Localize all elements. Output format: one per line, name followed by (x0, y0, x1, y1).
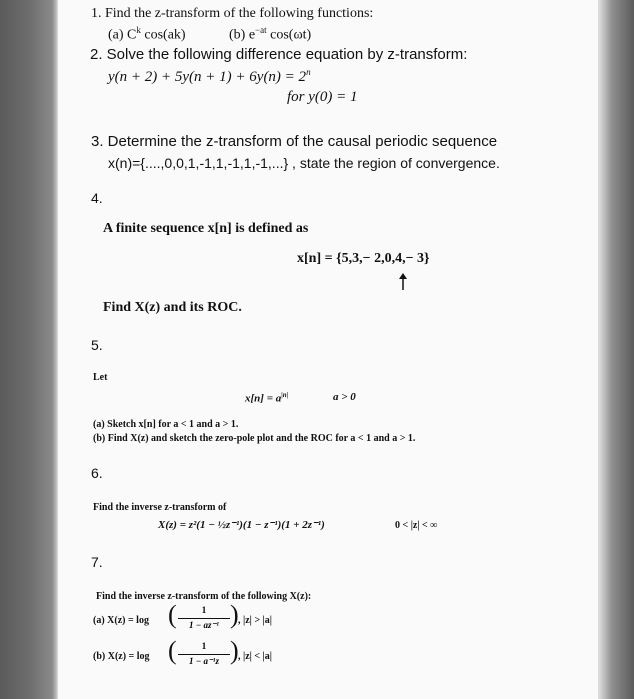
arrow-up-icon (397, 273, 409, 291)
q4-number: 4. (91, 190, 103, 206)
q6-roc: 0 < |z| < ∞ (395, 520, 438, 531)
q1-header: 1. Find the z-transform of the following functions: (91, 6, 374, 21)
q7-b-numerator: 1 (201, 641, 207, 651)
q7-b-left-paren: ( (168, 636, 177, 665)
q6-number: 6. (91, 465, 103, 481)
q6-expression: X(z) = z²(1 − ½z⁻¹)(1 − z⁻¹)(1 + 2z⁻¹) (158, 519, 325, 531)
q5-condition: a > 0 (333, 391, 356, 403)
q5-part-a: (a) Sketch x[n] for a < 1 and a > 1. (93, 419, 239, 430)
q7-b-denominator: 1 − a⁻¹z (189, 656, 219, 666)
q7-a-right-paren: ) (230, 600, 239, 629)
q5-number: 5. (91, 337, 103, 353)
q4-sequence: x[n] = {5,3,− 2,0,4,− 3} (297, 251, 430, 266)
q5-part-b: (b) Find X(z) and sketch the zero-pole plot and the ROC for a < 1 and a > 1. (93, 433, 416, 444)
q3-line2: x(n)={....,0,0,1,-1,1,-1,1,-1,...} , state the region of convergence. (108, 155, 500, 171)
q2-header: 2. Solve the following difference equation by z-transform: (90, 46, 468, 63)
q1-part-b: (b) $e^{-at}$ cos(ωt) (229, 25, 312, 43)
q6-intro: Find the inverse z-transform of (93, 502, 227, 513)
q7-b-fraction-bar (178, 654, 230, 655)
q7-a-numerator: 1 (201, 605, 207, 615)
q7-part-a-label: (a) X(z) = log (93, 615, 149, 626)
q4-intro: A finite sequence x[n] is defined as (103, 221, 309, 236)
q7-a-fraction-bar (178, 618, 230, 619)
q5-let: Let (93, 372, 108, 383)
q3-line1: 3. Determine the z-transform of the causal periodic sequence (91, 133, 498, 150)
q7-a-roc: , |z| > |a| (238, 615, 272, 626)
q1-part-a: (a) $C^k$ cos(ak) (108, 25, 186, 43)
q7-a-left-paren: ( (168, 600, 177, 629)
q7-intro: Find the inverse z-transform of the following X(z): (96, 591, 312, 602)
q7-part-b-label: (b) X(z) = log (93, 651, 150, 662)
q2-equation: $y(n + 2) + 5y(n + 1) + 6y(n) = 2^n$ (108, 67, 311, 85)
q5-definition: $x[n] = a^{|n|}$ (245, 391, 289, 405)
q2-initial-condition: for y(0) = 1 (287, 89, 358, 105)
q7-b-roc: , |z| < |a| (238, 651, 272, 662)
q7-b-right-paren: ) (230, 636, 239, 665)
q7-a-denominator: 1 − az⁻¹ (189, 620, 219, 630)
q7-number: 7. (91, 554, 103, 570)
q4-find: Find X(z) and its ROC. (103, 300, 242, 315)
